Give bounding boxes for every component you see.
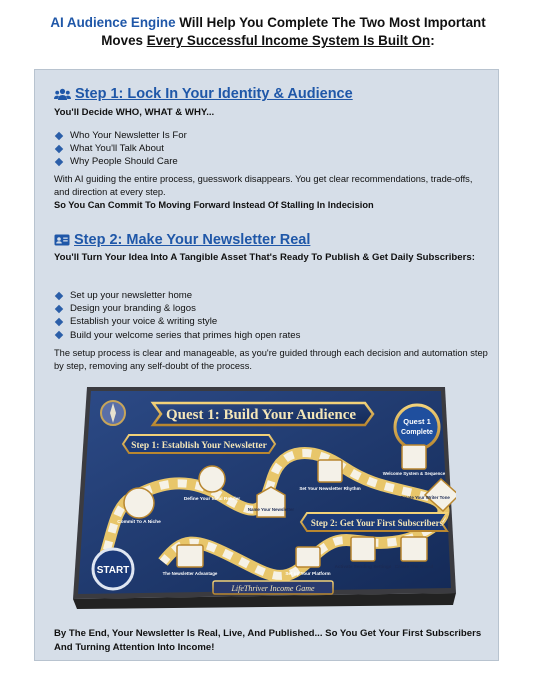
complete-badge-line1: Quest 1 [403,417,431,426]
svg-text:Activate Sending Settings: Activate Sending Settings [334,564,392,569]
content-panel [34,69,499,661]
diamond-bullet-icon [55,145,63,153]
diamond-bullet-icon [55,291,63,299]
svg-text:Define Your Ideal Reader: Define Your Ideal Reader [183,497,241,502]
id-card-icon [54,234,70,246]
list-item [54,142,187,155]
svg-text:The Newsletter Advantage: The Newsletter Advantage [162,571,218,576]
board-footer: LifeThriver Income Game [231,584,315,593]
step1-bold-line: So You Can Commit To Moving Forward Instead Of Stalling In Indecision [54,200,374,210]
page-header [40,14,496,50]
step2-paragraph: The setup process is clear and manageable, as you're guided through each decision and automation step by step, removing any self-doubt of the process. [54,348,488,371]
bullet-text: Who Your Newsletter Is For [70,130,187,141]
svg-text:Set up Your Platform: Set up Your Platform [285,571,331,576]
step1-title-text: Step 1: Lock In Your Identity & Audience [75,86,353,102]
list-item [54,302,300,315]
bullet-text: Design your branding & logos [70,303,196,315]
step1-title [54,86,353,102]
step1-subtitle: You'll Decide WHO, WHAT & WHY... [54,107,215,118]
users-icon [54,88,71,101]
quest-board-image [73,387,456,609]
complete-badge-line2: Complete [401,429,433,436]
bullet-text: Establish your voice & writing style [70,316,218,328]
svg-text:Create Your Writer Tone: Create Your Writer Tone [400,495,450,500]
list-item [54,289,300,302]
board-title: Quest 1: Build Your Audience [165,407,357,423]
brand-name: AI Audience Engine [50,15,176,30]
svg-text:Welcome System & Sequence: Welcome System & Sequence [382,471,446,476]
list-item [54,129,187,142]
step1-banner: Step 1: Establish Your Newsletter [131,441,267,451]
start-label: START [96,565,130,576]
svg-text:Create The Brand: Create The Brand [394,564,434,569]
header-line-2-pre: Moves [101,33,147,48]
step1-paragraph: With AI guiding the entire process, guesswork disappears. You get clear recommendations, trade-offs, and direction at every step. [54,174,473,197]
step2-banner: Step 2: Get Your First Subscribers [310,518,444,528]
bullet-text: Why People Should Care [70,156,178,168]
step1-bullet-list [54,129,187,169]
header-line-1-rest: Will Help You Complete The Two Most Important [175,15,486,30]
step2-subtitle: You'll Turn Your Idea Into A Tangible Asset That's Ready To Publish & Get Daily Subscribers: [54,252,475,263]
closing-text: By The End, Your Newsletter Is Real, Live, And Published... So You Get Your First Subscribers And Turning Attention Into Income! [54,628,482,653]
header-line-2 [40,32,496,50]
list-item [54,155,187,168]
tile-brand [395,537,433,569]
step2-title-text: Step 2: Make Your Newsletter Real [74,232,311,248]
diamond-bullet-icon [55,331,63,339]
list-item [54,329,300,342]
bullet-text: What You'll Talk About [70,143,164,155]
bullet-text: Build your welcome series that primes high open rates [70,329,301,341]
step2-bullet-list [54,289,300,342]
bullet-text: Set up your newsletter home [70,290,193,301]
header-underlined: Every Successful Income System Is Built On [146,33,431,48]
svg-text:Commit To A Niche: Commit To A Niche [117,520,161,525]
step2-title [54,232,310,248]
list-item [54,315,300,328]
svg-text:Name Your Newsletter: Name Your Newsletter [247,507,295,512]
svg-text:Set Your Newsletter Rhythm: Set Your Newsletter Rhythm [299,486,361,491]
header-line-1 [40,14,496,32]
header-line-2-post: : [430,33,435,48]
diamond-bullet-icon [55,131,63,139]
diamond-bullet-icon [55,158,63,166]
diamond-bullet-icon [55,318,63,326]
diamond-bullet-icon [55,305,63,313]
